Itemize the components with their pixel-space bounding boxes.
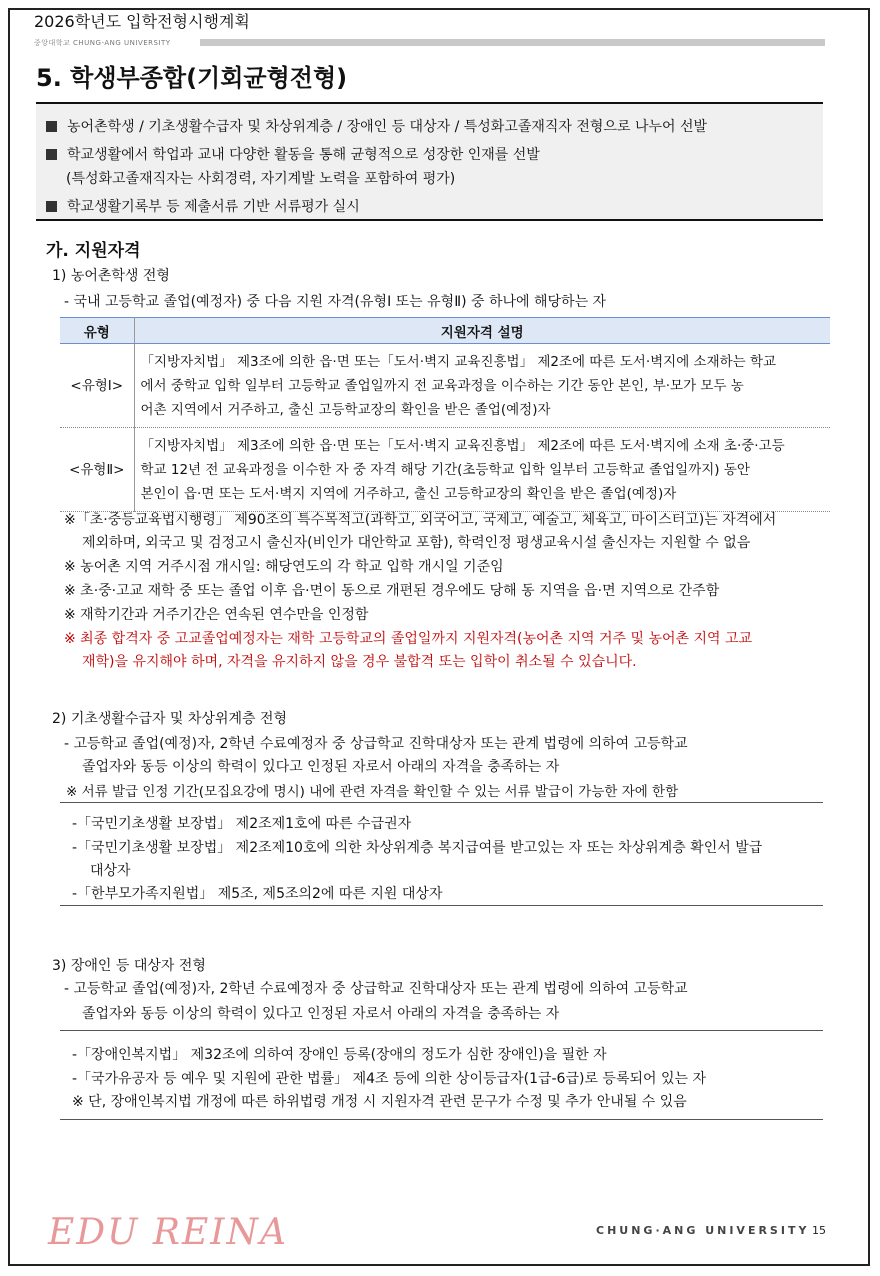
subsection-intro: 졸업자와 동등 이상의 학력이 있다고 인정된 자로서 아래의 자격을 충족하는 자: [82, 759, 560, 775]
table-cell-type: <유형Ⅱ>: [60, 428, 134, 512]
subsection-title-basic-livelihood: 2) 기초생활수급자 및 차상위계층 전형: [52, 711, 288, 727]
header-bar: [200, 39, 825, 46]
summary-item: 농어촌학생 / 기초생활수급자 및 차상위계층 / 장애인 등 대상자 / 특성화고졸재직자 전형으로 나누어 선발: [46, 116, 707, 136]
table-header-type: 유형: [60, 318, 134, 344]
note-line: ※ 농어촌 지역 거주시점 개시일: 해당연도의 각 학교 입학 개시일 기준임: [64, 559, 504, 575]
criteria-item: -「한부모가족지원법」 제5조, 제5조의2에 따른 지원 대상자: [72, 886, 443, 902]
document-title: 2026학년도 입학전형시행계획: [34, 12, 250, 31]
subsection-intro: - 고등학교 졸업(예정)자, 2학년 수료예정자 중 상급학교 진학대상자 또는 관계 법령에 의하여 고등학교: [64, 736, 688, 752]
table-header-description: 지원자격 설명: [134, 318, 830, 344]
note-line: ※ 재학기간과 거주기간은 연속된 연수만을 인정함: [64, 607, 369, 623]
subsection-intro: - 국내 고등학교 졸업(예정자) 중 다음 지원 자격(유형Ⅰ 또는 유형Ⅱ) 중 하나에 해당하는 자: [64, 294, 607, 310]
table-row: [60, 428, 830, 512]
warning-line: 재학)을 유지해야 하며, 자격을 유지하지 않을 경우 불합격 또는 입학이 취소될 수 있습니다.: [82, 654, 637, 670]
summary-item-continuation: (특성화고졸재직자는 사회경력, 자기계발 노력을 포함하여 평가): [66, 171, 456, 187]
summary-box: [36, 102, 823, 221]
subsection-intro: - 고등학교 졸업(예정)자, 2학년 수료예정자 중 상급학교 진학대상자 또는 관계 법령에 의하여 고등학교: [64, 981, 688, 997]
note-line: ※ 단, 장애인복지법 개정에 따른 하위법령 개정 시 지원자격 관련 문구가 수정 및 추가 안내될 수 있음: [72, 1094, 687, 1110]
criteria-item: -「국민기초생활 보장법」 제2조제1호에 따른 수급권자: [72, 816, 412, 832]
watermark: EDU REINA: [48, 1212, 289, 1253]
footer-university: CHUNG·ANG UNIVERSITY: [596, 1224, 810, 1237]
section-title: 5. 학생부종합(기회균형전형): [36, 64, 348, 92]
square-bullet-icon: [46, 149, 57, 160]
warning-line: ※ 최종 합격자 중 고교졸업예정자는 재학 고등학교의 졸업일까지 지원자격(농어촌 지역 거주 및 농어촌 지역 고교: [64, 631, 753, 647]
description-line: 어촌 지역에서 거주하고, 출신 고등학교장의 확인을 받은 졸업(예정)자: [140, 401, 551, 418]
table-cell-description: [134, 428, 830, 512]
rural-criteria-table: [60, 317, 830, 512]
description-line: 학교 12년 전 교육과정을 이수한 자 중 자격 해당 기간(초등학교 입학 일부터 고등학교 졸업일까지) 동안: [140, 461, 750, 478]
description-line: 본인이 읍·면 또는 도서·벽지 지역에 거주하고, 출신 고등학교장의 확인을 받은 졸업(예정)자: [140, 485, 677, 502]
criteria-item: -「국가유공자 등 예우 및 지원에 관한 법률」 제4조 등에 의한 상이등급자(1급-6급)로 등록되어 있는 자: [72, 1071, 706, 1087]
square-bullet-icon: [46, 121, 57, 132]
qualifications-heading: 가. 지원자격: [46, 241, 141, 261]
description-line: 「지방자치법」 제3조에 의한 읍·면 또는「도서·벽지 교육진흥법」 제2조에 따른 도서·벽지에 소재 초·중·고등: [140, 437, 785, 454]
description-line: 「지방자치법」 제3조에 의한 읍·면 또는「도서·벽지 교육진흥법」 제2조에 따른 도서·벽지에 소재하는 학교: [140, 353, 777, 370]
square-bullet-icon: [46, 201, 57, 212]
criteria-item: -「장애인복지법」 제32조에 의하여 장애인 등록(장애의 정도가 심한 장애인)을 필한 자: [72, 1047, 607, 1063]
note-line: ※ 서류 발급 인정 기간(모집요강에 명시) 내에 관련 자격을 확인할 수 있는 서류 발급이 가능한 자에 한함: [66, 784, 679, 800]
summary-item: 학교생활기록부 등 제출서류 기반 서류평가 실시: [46, 196, 360, 216]
subsection-title-rural: 1) 농어촌학생 전형: [52, 268, 170, 284]
description-line: 에서 중학교 입학 일부터 고등학교 졸업일까지 전 교육과정을 이수하는 기간 동안 본인, 부·모가 모두 농: [140, 377, 744, 394]
subsection-title-disabled: 3) 장애인 등 대상자 전형: [52, 958, 206, 974]
table-header-row: [60, 318, 830, 344]
university-logo-text: 중앙대학교 CHUNG-ANG UNIVERSITY: [34, 39, 171, 47]
page-number: 15: [812, 1224, 826, 1237]
note-line: ※ 초·중·고교 재학 중 또는 졸업 이후 읍·면이 동으로 개편된 경우에도 당해 동 지역을 읍·면 지역으로 간주함: [64, 583, 720, 599]
criteria-item-continuation: 대상자: [90, 863, 131, 879]
summary-item: 학교생활에서 학업과 교내 다양한 활동을 통해 균형적으로 성장한 인재를 선발: [46, 144, 540, 164]
table-cell-type: <유형Ⅰ>: [60, 344, 134, 428]
subsection-intro: 졸업자와 동등 이상의 학력이 있다고 인정된 자로서 아래의 자격을 충족하는 자: [82, 1006, 560, 1022]
note-line: 제외하며, 외국고 및 검정고시 출신자(비인가 대안학교 포함), 학력인정 평생교육시설 출신자는 지원할 수 없음: [82, 535, 751, 551]
table-row: [60, 344, 830, 428]
table-cell-description: [134, 344, 830, 428]
note-line: ※「초·중등교육법시행령」 제90조의 특수목적고(과학고, 외국어고, 국제고, 예술고, 체육고, 마이스터고)는 자격에서: [64, 512, 777, 528]
criteria-item: -「국민기초생활 보장법」 제2조제10호에 의한 차상위계층 복지급여를 받고있는 자 또는 차상위계층 확인서 발급: [72, 840, 763, 856]
